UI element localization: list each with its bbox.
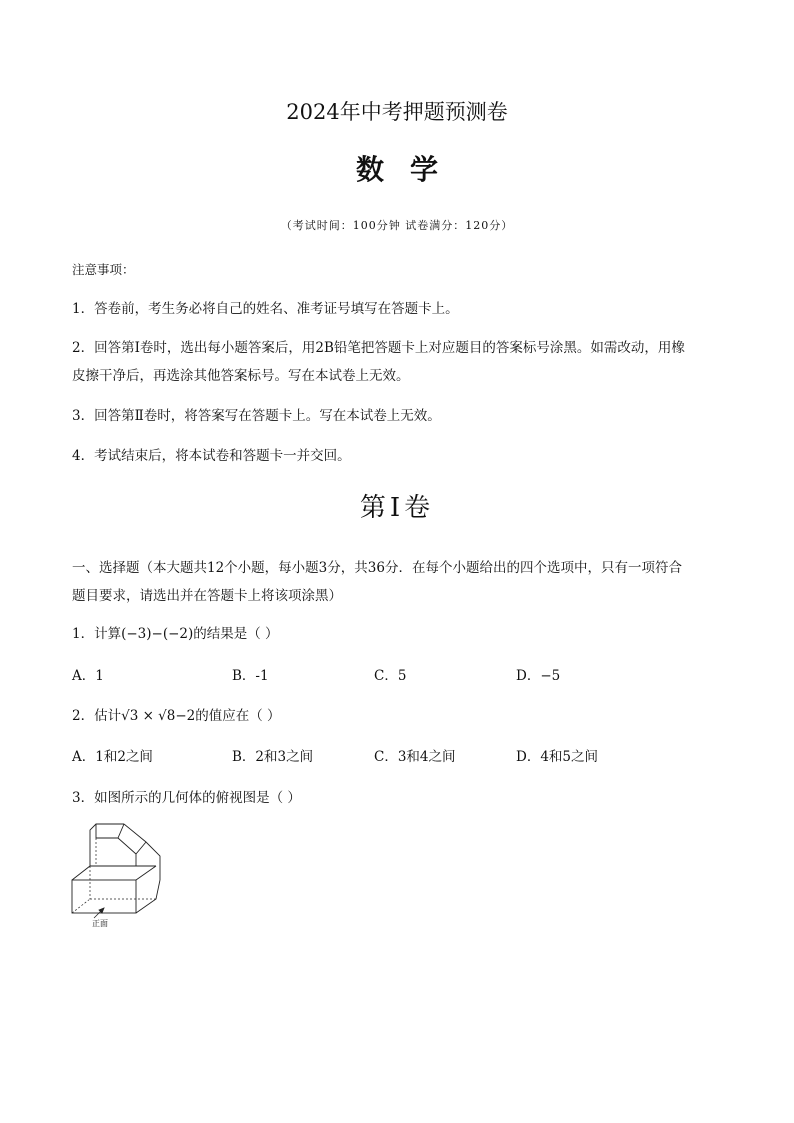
exam-info: （考试时间：100分钟 试卷满分：120分） bbox=[280, 219, 514, 232]
q1-option-a: A．1 bbox=[72, 668, 104, 684]
geometry-solid-figure bbox=[68, 820, 168, 935]
section-intro-continued: 题目要求，请选出并在答题卡上将该项涂黑） bbox=[72, 588, 342, 604]
section-intro: 一、选择题（本大题共12个小题，每小题3分，共36分．在每个小题给出的四个选项中，只有一项符合 bbox=[72, 560, 682, 576]
section-title: 第Ⅰ卷 bbox=[359, 493, 435, 523]
note-item-continued: 皮擦干净后，再选涂其他答案标号。写在本试卷上无效。 bbox=[72, 368, 410, 384]
note-item: 3．回答第Ⅱ卷时，将答案写在答题卡上。写在本试卷上无效。 bbox=[72, 408, 441, 424]
q1-option-b: B．-1 bbox=[232, 668, 269, 684]
note-item: 1．答卷前，考生务必将自己的姓名、准考证号填写在答题卡上。 bbox=[72, 301, 459, 317]
question-3: 3．如图所示的几何体的俯视图是（ ） bbox=[72, 790, 301, 806]
q2-option-b: B．2和3之间 bbox=[232, 749, 314, 765]
exam-title: 2024年中考押题预测卷 bbox=[286, 100, 508, 124]
figure-label: 正面 bbox=[92, 919, 108, 928]
note-item: 4．考试结束后，将本试卷和答题卡一并交回。 bbox=[72, 448, 351, 464]
question-1: 1．计算(−3)−(−2)的结果是（ ） bbox=[72, 626, 279, 642]
q1-option-c: C．5 bbox=[374, 668, 407, 684]
q1-option-d: D．−5 bbox=[516, 668, 561, 684]
subject-title: 数学 bbox=[355, 153, 464, 186]
q2-option-a: A．1和2之间 bbox=[72, 749, 153, 765]
notes-heading: 注意事项： bbox=[72, 262, 135, 277]
q2-option-d: D．4和5之间 bbox=[516, 749, 599, 765]
note-item: 2．回答第Ⅰ卷时，选出每小题答案后，用2B铅笔把答题卡上对应题目的答案标号涂黑。如需改动，用橡 bbox=[72, 340, 685, 356]
q2-option-c: C．3和4之间 bbox=[374, 749, 456, 765]
question-2: 2．估计√3 × √8−2的值应在（ ） bbox=[72, 708, 281, 724]
